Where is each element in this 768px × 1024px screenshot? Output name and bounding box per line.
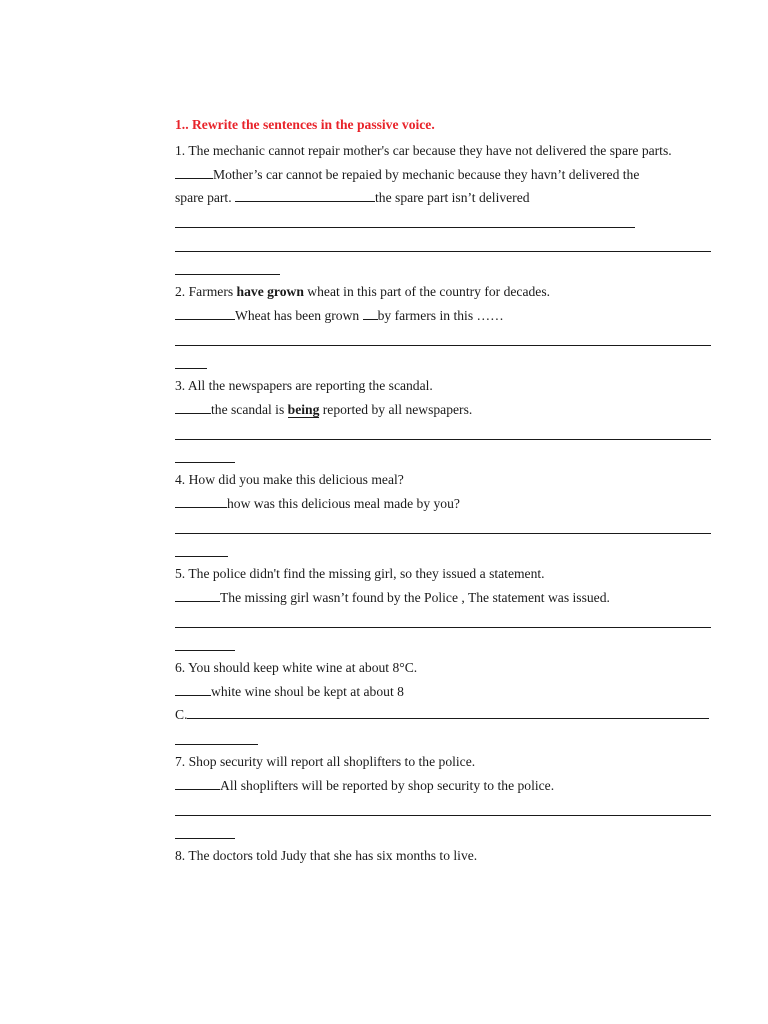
answer-7-text: All shoplifters will be reported by shop security to the police. <box>220 777 555 793</box>
answer-6-text: white wine shoul be kept at about 8 <box>211 683 404 699</box>
answer-2-text: Wheat has been grown <box>235 307 363 323</box>
answer-1-text-continued: spare part. <box>175 190 232 205</box>
answer-7-line-1 <box>175 774 715 798</box>
answer-1-text-extra: the spare part isn’t delivered <box>375 190 530 205</box>
worksheet <box>175 116 715 868</box>
answer-blank[interactable] <box>187 704 709 719</box>
question-4: 4. How did you make this delicious meal? <box>175 472 404 487</box>
answer-1-line-1 <box>175 163 715 187</box>
answer-6-text-continued: C. <box>175 707 188 722</box>
question-5: 5. The police didn't find the missing girl, so they issued a statement. <box>175 566 545 581</box>
answer-3-text: the scandal is <box>211 401 288 417</box>
answer-5-rule-2[interactable] <box>175 633 715 657</box>
answer-7-rule-1[interactable] <box>175 797 715 821</box>
answer-1-text: Mother’s car cannot be repaied by mechanic because they havn’t delivered the <box>213 166 640 182</box>
answer-blank[interactable] <box>175 399 211 414</box>
answer-6-line-2 <box>175 703 715 727</box>
answer-6-line-1 <box>175 680 715 704</box>
answer-5-text: The missing girl wasn’t found by the Police , The statement was issued. <box>220 589 610 605</box>
answer-4-rule-1[interactable] <box>175 515 715 539</box>
answer-blank[interactable] <box>175 681 211 696</box>
question-3: 3. All the newspapers are reporting the scandal. <box>175 378 433 393</box>
question-1: 1. The mechanic cannot repair mother's car because they have not delivered the spare parts. <box>175 143 672 158</box>
question-8: 8. The doctors told Judy that she has six months to live. <box>175 848 478 863</box>
answer-2-rule-2[interactable] <box>175 351 715 375</box>
answer-2-rule-1[interactable] <box>175 327 715 351</box>
answer-3-text-continued: reported by all newspapers. <box>319 401 473 417</box>
answer-3-line-1 <box>175 398 715 422</box>
emphasized-verb: have grown <box>236 284 304 299</box>
answer-3-rule-2[interactable] <box>175 445 715 469</box>
answer-1-rule-1[interactable] <box>175 210 715 234</box>
answer-blank[interactable] <box>175 493 227 508</box>
answer-4-text: how was this delicious meal made by you? <box>227 495 460 511</box>
answer-blank[interactable] <box>363 305 378 320</box>
answer-4-rule-2[interactable] <box>175 539 715 563</box>
answer-2-text-continued: by farmers in this …… <box>377 307 504 323</box>
answer-blank[interactable] <box>175 587 220 602</box>
answer-6-rule-1[interactable] <box>175 727 715 751</box>
question-6: 6. You should keep white wine at about 8°C. <box>175 660 418 675</box>
answer-blank[interactable] <box>235 187 375 202</box>
answer-blank[interactable] <box>175 305 235 320</box>
answer-3-rule-1[interactable] <box>175 421 715 445</box>
answer-blank[interactable] <box>175 775 220 790</box>
answer-5-line-1 <box>175 586 715 610</box>
emphasized-word: being <box>287 401 320 417</box>
question-7: 7. Shop security will report all shoplifters to the police. <box>175 754 476 769</box>
answer-5-rule-1[interactable] <box>175 609 715 633</box>
answer-1-rule-2[interactable] <box>175 233 715 257</box>
answer-4-line-1 <box>175 492 715 516</box>
answer-2-line-1 <box>175 304 715 328</box>
answer-1-line-2 <box>175 186 715 210</box>
question-2: 2. Farmers have grown wheat in this part of the country for decades. <box>175 284 551 299</box>
answer-7-rule-2[interactable] <box>175 821 715 845</box>
exercise-heading: 1.. Rewrite the sentences in the passive voice. <box>175 117 435 132</box>
answer-1-rule-3[interactable] <box>175 257 715 281</box>
answer-blank[interactable] <box>175 164 213 179</box>
